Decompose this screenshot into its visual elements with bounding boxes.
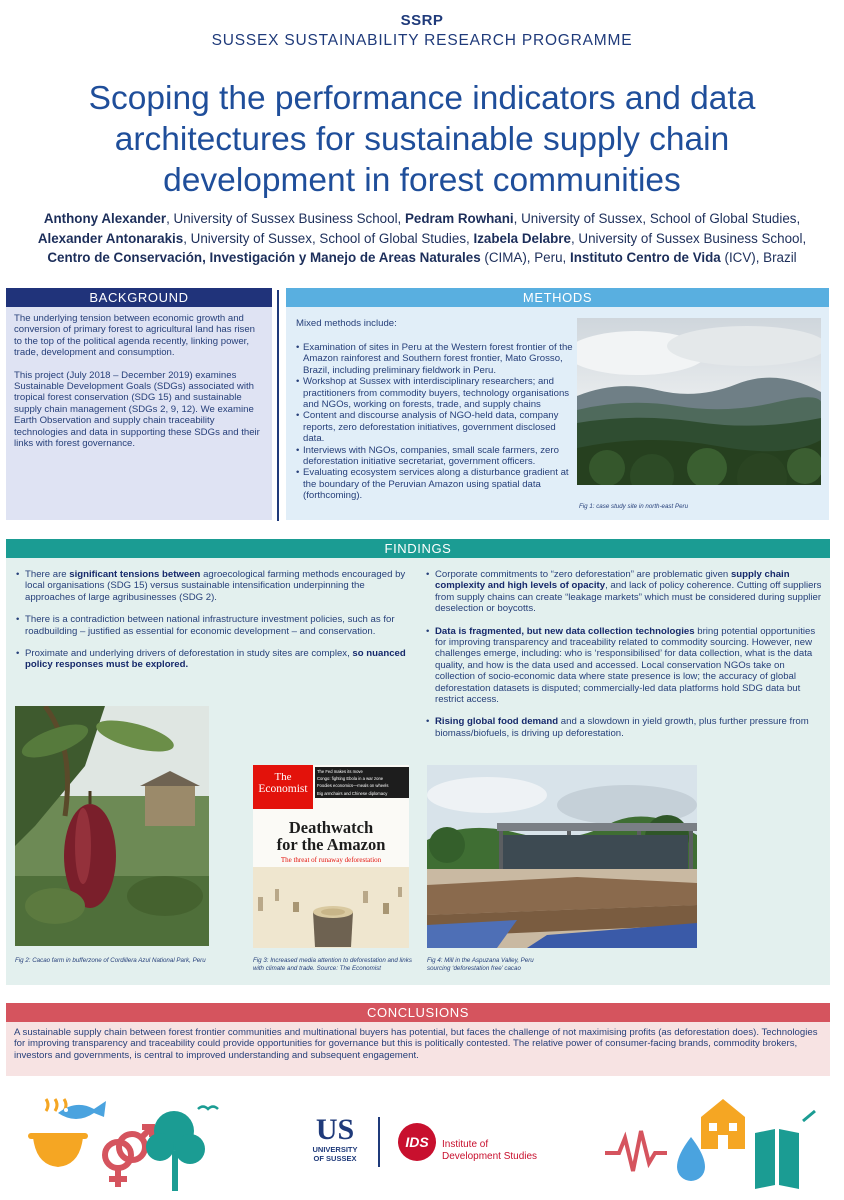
background-heading: BACKGROUND [6, 288, 272, 307]
university-of-sussex-logo: US UNIVERSITY OF SUSSEX [312, 1113, 358, 1163]
author-name: Centro de Conservación, Investigación y Manejo de Areas Naturales [47, 250, 481, 265]
fig1-caption: Fig 1: case study site in north-east Peru [579, 503, 689, 510]
author-name: Alexander Antonarakis [37, 230, 184, 246]
fig3-economist-cover [253, 765, 409, 948]
list-item: • Rising global food demand and a slowdown in yield growth, plus further pressure from biomass/biofuels, is driving up deforestation. [426, 716, 824, 739]
list-item: • There are significant tensions between agroecological farming methods encouraged by local organisations (SDG 15) versus sustainable intensification underpinning the approaches of large agribusinesses (SDG 2). [16, 569, 416, 603]
conclusions-text: A sustainable supply chain between forest frontier communities and multinational buyers has potential, but faces the challenge of not maximising profits (as deforestation does). Technologies for improving transparency and traceability could provide opportunities for governance but this is politically contested. The relative power of consumer-facing brands, commodity brokers, investors and governments, is central to improved understanding and subsequent engagement. [14, 1027, 818, 1061]
author-list [4, 209, 840, 268]
economist-subhead: The threat of runaway deforestation [280, 856, 382, 864]
methods-list [296, 342, 576, 502]
logo-divider [378, 1117, 380, 1167]
author-affiliation: , University of Sussex Business School, [166, 211, 405, 226]
list-item: • Data is fragmented, but new data collection technologies bring potential opportunities for improving transparency and traceability related to commodity sourcing. However, new challenges emerge, including: who is ‘responsibilised’ for data collection, what is the data quality, and how is the data used and accessed. Local conservation NGOs take on collection of socio-economic data where state presence is low; the accuracy of global deforestation datasets is disputed; commercially-led data platforms hold SDG data but restrict access. [426, 626, 824, 706]
economist-teasers: The Fed makes its move Congo: fighting Ebola in a war zone Foodies economics—meals on wheels Big armchairs and Chinese diplomacy [315, 767, 409, 798]
author-affiliation: , University of Sussex, School of Global Studies, [183, 230, 474, 246]
background-paragraph: The underlying tension between economic growth and conversion of primary forest to agricultural land has risen to the top of the political agenda recently, linking power, trade, development and consumption. [14, 313, 256, 359]
poster-title: Scoping the performance indicators and data architectures for sustainable supply chain development in forest communities [88, 80, 756, 199]
economist-headline: Deathwatch for the Amazon [276, 818, 386, 854]
author-name: Anthony Alexander [43, 211, 167, 226]
list-item: • Evaluating ecosystem services along a disturbance gradient at the boundary of the Peruvian Amazon using spatial data (forthcoming). [296, 467, 576, 501]
methods-intro: Mixed methods include: [296, 318, 397, 329]
org-full-name: SUSSEX SUSTAINABILITY RESEARCH PROGRAMME [211, 32, 633, 49]
findings-section [6, 539, 830, 985]
methods-heading: METHODS [286, 288, 829, 307]
org-short-name: SSRP [400, 12, 444, 29]
author-affiliation: (ICV), Brazil [720, 250, 797, 265]
ids-logo-text: Institute of Development Studies [442, 1139, 538, 1162]
list-item: • Proximate and underlying drivers of deforestation in study sites are complex, so nuanced policy responses must be explored. [16, 648, 416, 671]
findings-left-list [16, 569, 416, 682]
author-name: Pedram Rowhani [405, 211, 514, 226]
conclusions-heading: CONCLUSIONS [6, 1003, 830, 1022]
economist-logo: The Economist [253, 765, 313, 809]
fig4-caption: Fig 4: Mill in the Aspuzana Valley, Peru sourcing ‘deforestation free’ cacao [427, 957, 534, 972]
author-affiliation: (CIMA), Peru, [480, 250, 570, 265]
section-divider [277, 290, 279, 521]
food-fish-gender-tree-icon [28, 1095, 223, 1195]
list-item: • There is a contradiction between national infrastructure investment policies, such as for roadbuilding – justified as essential for economic development – and conservation. [16, 614, 416, 637]
findings-right-list [426, 569, 824, 750]
author-affiliation: , University of Sussex, School of Global Studies, [513, 211, 801, 226]
author-affiliation: , University of Sussex Business School, [570, 230, 807, 246]
list-item: • Workshop at Sussex with interdisciplinary researchers; and practitioners from commodity buyers, technology organisations and NGOs, working on forests, trade, and supply chains [296, 376, 576, 410]
fig3-caption: Fig 3: Increased media attention to deforestation and links with climate and trade. Source: The Economist [253, 957, 412, 972]
list-item: • Interviews with NGOs, companies, small scale farmers, zero deforestation initiative secretariat, government officers. [296, 445, 576, 468]
conclusions-section [6, 1003, 830, 1076]
methods-section [286, 288, 829, 520]
author-name: Izabela Delabre [473, 230, 571, 246]
health-water-housing-education-icon [605, 1093, 830, 1197]
fig2-caption: Fig 2: Cacao farm in bufferzone of Cordillera Azul National Park, Peru [15, 957, 206, 964]
ids-logo-mark: IDS [398, 1123, 436, 1161]
findings-heading: FINDINGS [6, 539, 830, 558]
background-paragraph: This project (July 2018 – December 2019) examines Sustainable Development Goals (SDGs) associated with tropical forest conservation (SDG 15) and sustainable supply chain management (SDGs 2, 9, 12). We examine Earth Observation and supply chain traceability technologies and data in supporting these SDGs and their links with forest governance. [14, 369, 260, 450]
list-item: • Examination of sites in Peru at the Western forest frontier of the Amazon rainforest and Southern forest frontier, Mato Grosso, Brazil, including preliminary fieldwork in Peru. [296, 342, 576, 376]
list-item: • Corporate commitments to “zero deforestation” are problematic given supply chain complexity and high levels of opacity, and lack of policy coherence. Cutting off suppliers from supply chains can create “leakage markets” which must be considered during supplier deselection or boycotts. [426, 569, 824, 615]
list-item: • Content and discourse analysis of NGO-held data, company reports, zero deforestation initiatives, government disclosed data. [296, 410, 576, 444]
author-name: Instituto Centro de Vida [569, 250, 721, 265]
background-section [6, 288, 272, 520]
fig1-forest-photo [577, 318, 821, 485]
economist-stumps-illustration [253, 867, 409, 948]
fig2-cacao-photo [15, 706, 209, 946]
footer [0, 1085, 844, 1200]
fig4-mill-photo [427, 765, 697, 948]
